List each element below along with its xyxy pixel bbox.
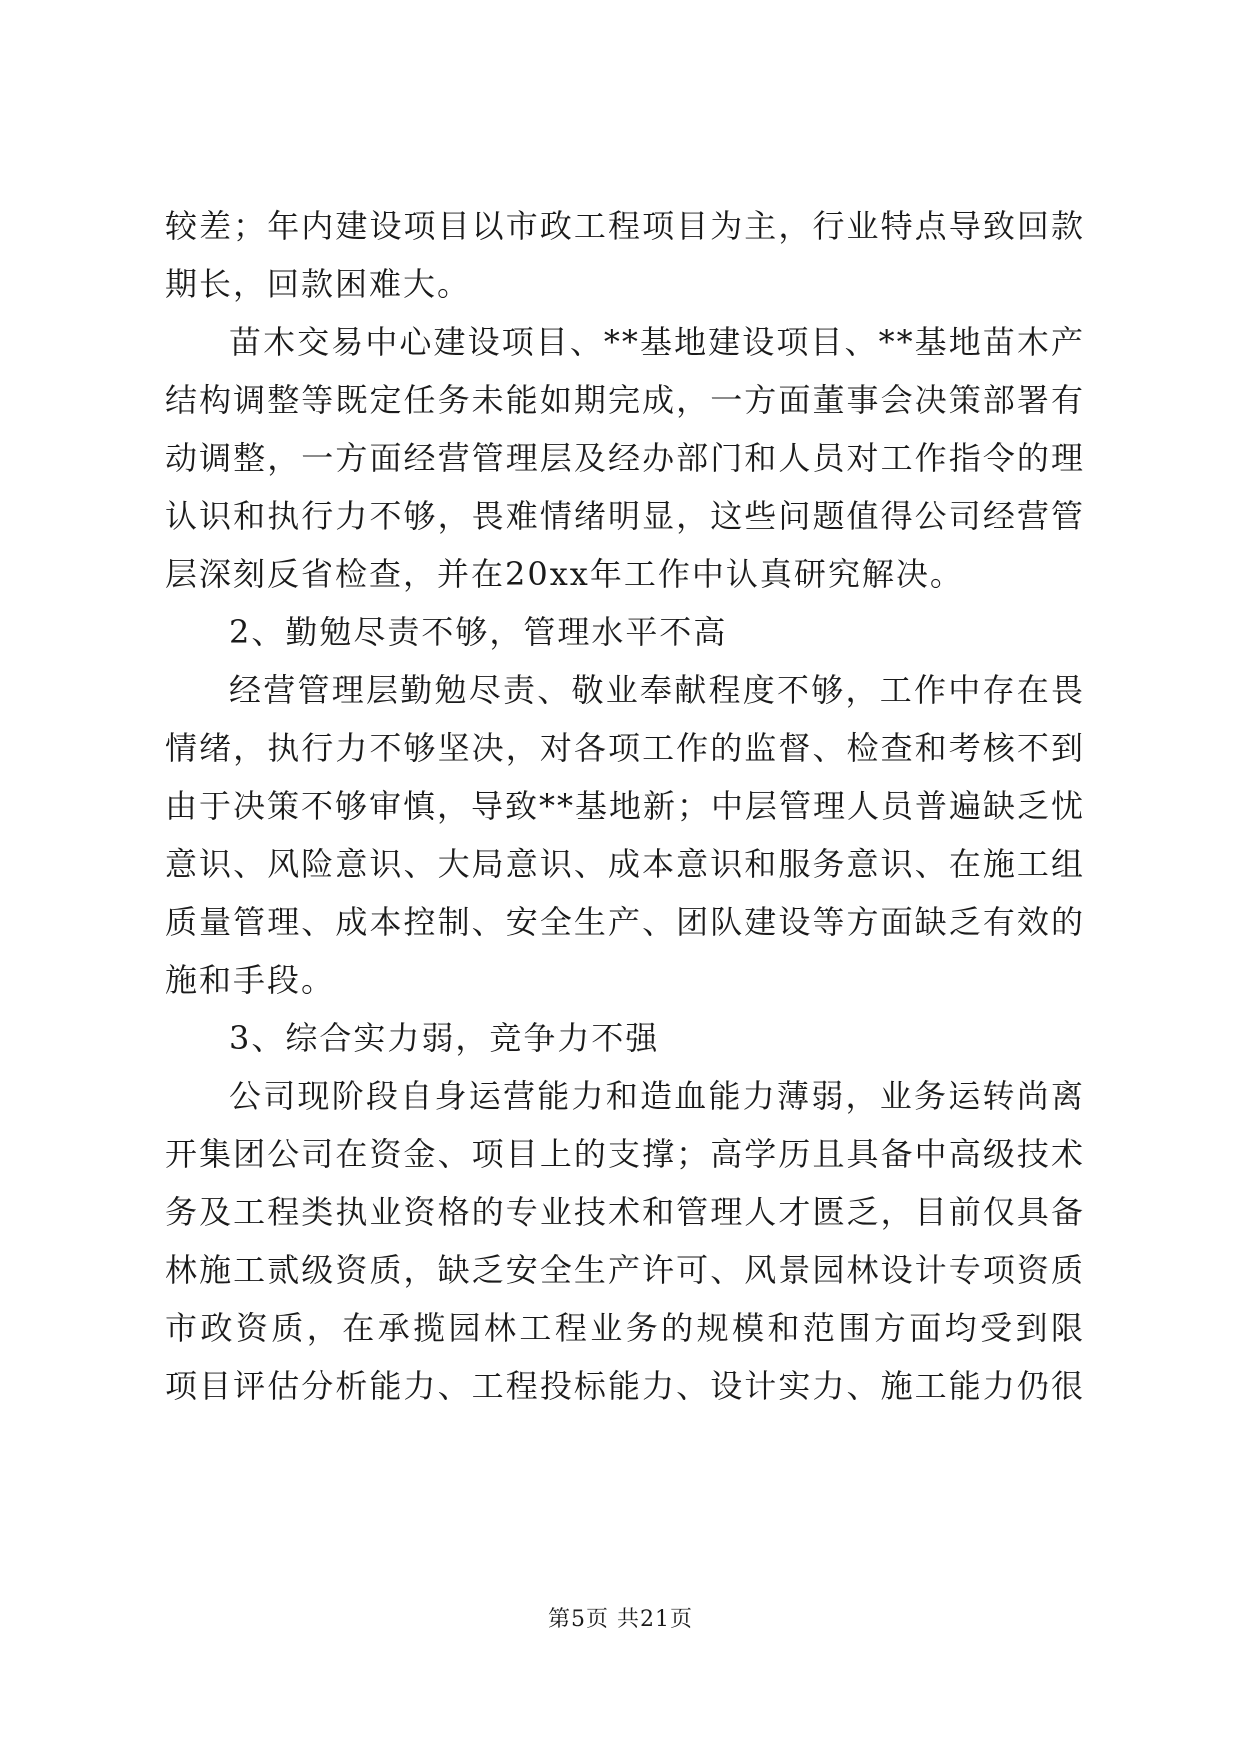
text-line: 情绪，执行力不够坚决，对各项工作的监督、检查和考核不到 bbox=[165, 729, 1085, 767]
text-line: 项目评估分析能力、工程投标能力、设计实力、施工能力仍很 bbox=[165, 1367, 1085, 1405]
text-line: 施和手段。 bbox=[165, 961, 336, 999]
text-line: 期长，回款困难大。 bbox=[165, 265, 472, 303]
text-line: 层深刻反省检查，并在20xx年工作中认真研究解决。 bbox=[165, 555, 964, 593]
section-heading: 3、综合实力弱，竞争力不强 bbox=[229, 1019, 660, 1057]
paragraph-start: 公司现阶段自身运营能力和造血能力薄弱，业务运转尚离 bbox=[229, 1077, 1085, 1115]
text-line: 较差；年内建设项目以市政工程项目为主，行业特点导致回款 bbox=[165, 207, 1085, 245]
section-heading: 2、勤勉尽责不够，管理水平不高 bbox=[229, 613, 728, 651]
text-line: 开集团公司在资金、项目上的支撑；高学历且具备中高级技术 bbox=[165, 1135, 1085, 1173]
text-line: 质量管理、成本控制、安全生产、团队建设等方面缺乏有效的 bbox=[165, 903, 1085, 941]
text-line: 结构调整等既定任务未能如期完成，一方面董事会决策部署有 bbox=[165, 381, 1085, 419]
paragraph-start: 苗木交易中心建设项目、**基地建设项目、**基地苗木产 bbox=[229, 323, 1085, 361]
text-line: 市政资质，在承揽园林工程业务的规模和范围方面均受到限 bbox=[165, 1309, 1085, 1347]
text-line: 动调整，一方面经营管理层及经办部门和人员对工作指令的理 bbox=[165, 439, 1085, 477]
paragraph-start: 经营管理层勤勉尽责、敬业奉献程度不够，工作中存在畏 bbox=[229, 671, 1085, 709]
text-line: 认识和执行力不够，畏难情绪明显，这些问题值得公司经营管 bbox=[165, 497, 1085, 535]
text-line: 林施工贰级资质，缺乏安全生产许可、风景园林设计专项资质 bbox=[165, 1251, 1085, 1289]
text-line: 由于决策不够审慎，导致**基地新；中层管理人员普遍缺乏忧 bbox=[165, 787, 1085, 825]
page-number-footer: 第5页 共21页 bbox=[548, 1607, 693, 1632]
text-line: 意识、风险意识、大局意识、成本意识和服务意识、在施工组 bbox=[165, 845, 1085, 883]
text-line: 务及工程类执业资格的专业技术和管理人才匮乏，目前仅具备 bbox=[165, 1193, 1085, 1231]
